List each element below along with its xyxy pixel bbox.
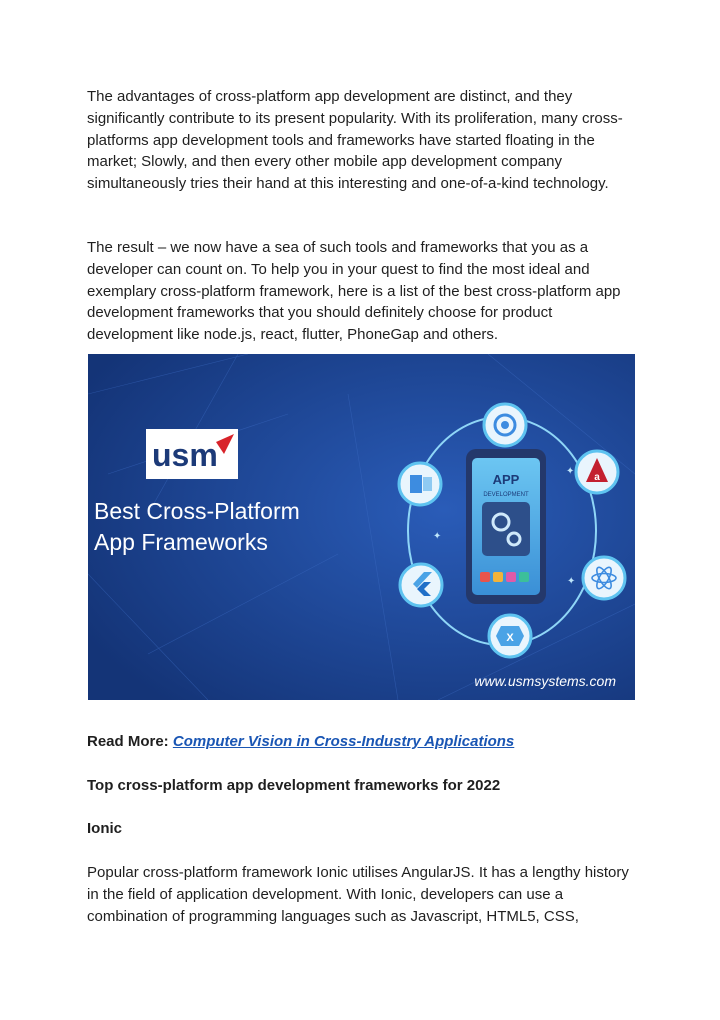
svg-text:a: a (594, 472, 600, 483)
read-more-label: Read More: (87, 733, 173, 750)
flutter-icon (400, 564, 442, 606)
usm-logo-text: usm (152, 437, 218, 473)
section-heading-top-frameworks: Top cross-platform app development frameworks for 2022 (87, 777, 501, 794)
ionic-paragraph: Popular cross-platform framework Ionic utilises AngularJS. It has a lengthy history in the field of application development. With Ionic, developers can use a combination of programming languages such as Javascript, HTML5, CSS, (87, 864, 629, 925)
svg-text:✦: ✦ (566, 466, 575, 477)
banner-title-line2: App Frameworks (94, 529, 268, 555)
ionic-icon (484, 404, 526, 446)
phone-label-development: DEVELOPMENT (483, 492, 529, 498)
banner-image (88, 354, 635, 700)
banner-background (88, 354, 635, 700)
phone-label-app: APP (492, 472, 520, 487)
banner-title-line1: Best Cross-Platform (94, 498, 300, 524)
react-icon (583, 557, 625, 599)
office-icon (399, 463, 441, 505)
read-more (87, 733, 514, 750)
svg-text:X: X (506, 632, 514, 644)
angular-icon (576, 451, 618, 493)
banner-website: www.usmsystems.com (474, 673, 616, 689)
section-heading-ionic: Ionic (87, 820, 123, 837)
result-paragraph: The result – we now have a sea of such tools and frameworks that you as a developer can count on. To help you in your quest to find the most ideal and exemplary cross-platform framework, here is a list of the best cross-platform app development frameworks that you should definitely choose for product development like node.js, react, flutter, PhoneGap and others. (87, 239, 621, 344)
svg-text:✦: ✦ (433, 531, 442, 542)
xamarin-icon (489, 615, 531, 657)
intro-paragraph: The advantages of cross-platform app development are distinct, and they significantly contribute to its present popularity. With its proliferation, many cross-platforms app development tools and frameworks have started floating in the market; Slowly, and then every other mobile app development company simultaneously tries their hand at this interesting and one-of-a-kind technology. (87, 88, 623, 193)
svg-text:✦: ✦ (567, 576, 576, 587)
read-more-link[interactable]: Computer Vision in Cross-Industry Applications (172, 733, 515, 750)
